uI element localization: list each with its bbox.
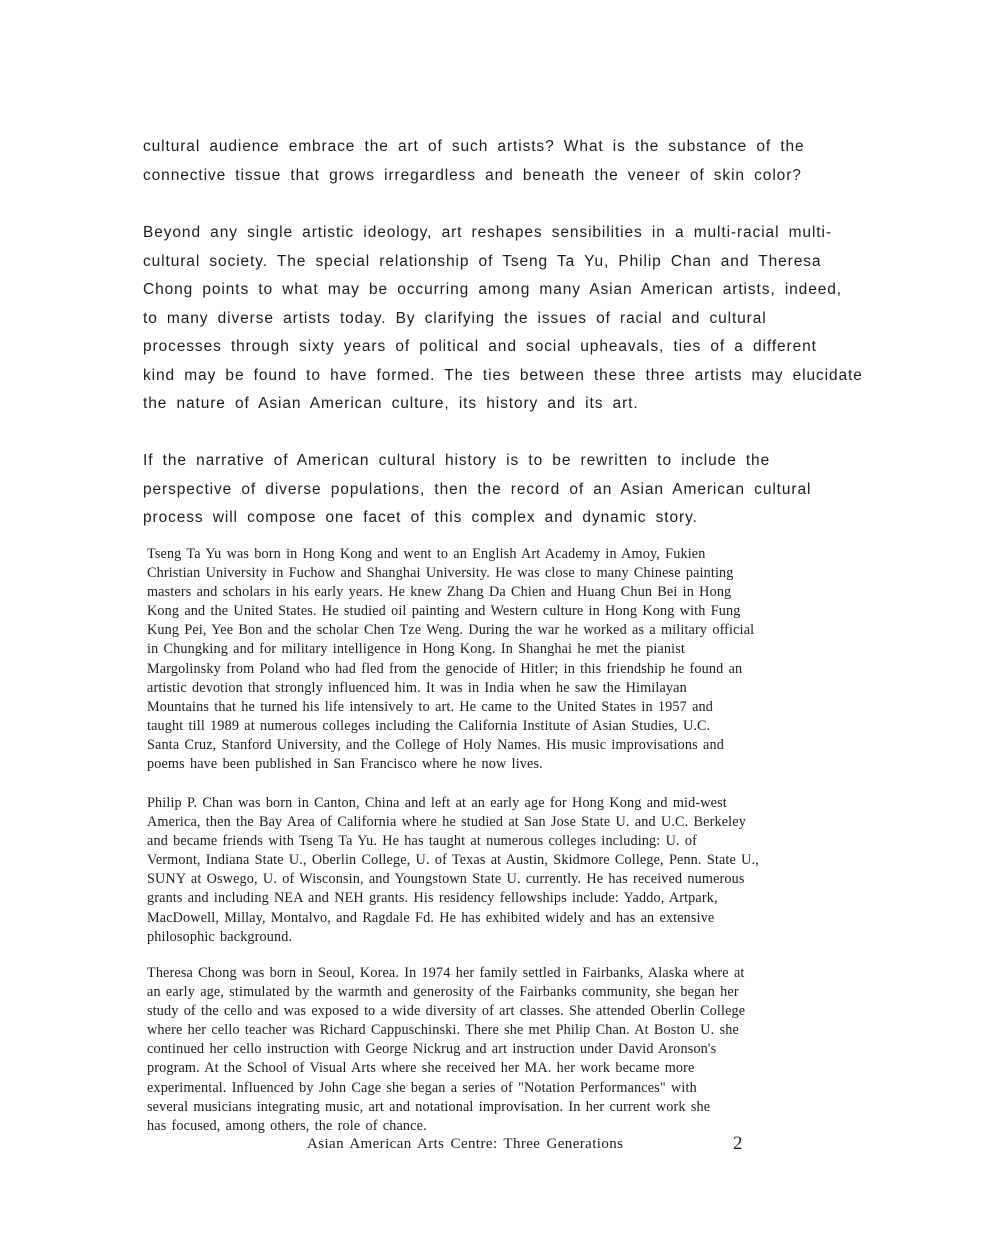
text-line: Santa Cruz, Stanford University, and the College of Holy Names. His music improvisations and [147,736,724,753]
text-line: Theresa Chong was born in Seoul, Korea. In 1974 her family settled in Fairbanks, Alaska where at [147,965,745,981]
bio-tseng-ta-yu [147,545,887,774]
text-line: experimental. Influenced by John Cage she began a series of "Notation Performances" with [147,1079,697,1096]
text-line: study of the cello and was exposed to a wide diversity of art classes. She attended Oberlin College [147,1003,746,1020]
text-line: SUNY at Oswego, U. of Wisconsin, and Youngstown State U. currently. He has received numerous [147,871,745,888]
text-line: process will compose one facet of this complex and dynamic story. [143,509,698,526]
text-line: Philip P. Chan was born in Canton, China and left at an early age for Hong Kong and mid-west [147,795,727,811]
text-line: Vermont, Indiana State U., Oberlin College, U. of Texas at Austin, Skidmore College, Penn. State U., [147,852,759,869]
text-line: Chong points to what may be occurring among many Asian American artists, indeed, [143,281,842,298]
text-line: an early age, stimulated by the warmth and generosity of the Fairbanks community, she began her [147,984,739,1001]
text-line: perspective of diverse populations, then the record of an Asian American cultural [143,480,812,498]
intro-paragraph-3 [143,447,878,533]
intro-paragraph-2 [143,219,878,419]
text-line: Tseng Ta Yu was born in Hong Kong and went to an English Art Academy in Amoy, Fukien [147,546,706,562]
text-line: Kung Pei, Yee Bon and the scholar Chen Tze Weng. During the war he worked as a military official [147,622,755,639]
text-line: continued her cello instruction with George Nickrug and art instruction under David Aronson's [147,1041,717,1058]
text-line: has focused, among others, the role of chance. [147,1117,427,1134]
text-line: taught till 1989 at numerous colleges including the California Institute of Asian Studies, U.C. [147,717,711,734]
text-line: connective tissue that grows irregardless and beneath the veneer of skin color? [143,166,802,184]
text-line: philosophic background. [147,928,293,945]
text-line: program. At the School of Visual Arts where she received her MA. her work became more [147,1060,695,1077]
text-line: processes through sixty years of political and social upheavals, ties of a different [143,338,817,355]
text-line: artistic devotion that strongly influenced him. It was in India when he saw the Himilayan [147,679,687,696]
page-number: 2 [733,1133,743,1154]
text-line: in Chungking and for military intelligence in Hong Kong. In Shanghai he met the pianist [147,641,686,658]
text-line: Margolinsky from Poland who had fled from the genocide of Hitler; in this friendship he found an [147,660,743,677]
text-line: grants and including NEA and NEH grants. His residency fellowships include: Yaddo, Artpark, [147,890,718,907]
text-line: MacDowell, Millay, Montalvo, and Ragdale Fd. He has exhibited widely and has an extensive [147,909,715,926]
bio-philip-chan [147,794,887,947]
text-line: Kong and the United States. He studied oil painting and Western culture in Hong Kong with Fung [147,603,741,620]
text-line: where her cello teacher was Richard Cappuschinski. There she met Philip Chan. At Boston U. she [147,1022,739,1039]
text-line: If the narrative of American cultural history is to be rewritten to include the [143,452,771,469]
intro-paragraph-1 [143,133,878,190]
text-line: Mountains that he turned his life intensively to art. He came to the United States in 1957 and [147,698,713,715]
text-line: masters and scholars in his early years. He knew Zhang Da Chien and Huang Chun Bei in Hong [147,584,732,601]
text-line: and became friends with Tseng Ta Yu. He has taught at numerous colleges including: U. of [147,833,697,850]
text-line: poems have been published in San Francisco where he now lives. [147,756,543,773]
text-line: cultural society. The special relationship of Tseng Ta Yu, Philip Chan and Theresa [143,252,822,270]
text-line: America, then the Bay Area of California where he studied at San Jose State U. and U.C. Berkeley [147,814,746,831]
bio-theresa-chong [147,964,887,1136]
text-line: Beyond any single artistic ideology, art reshapes sensibilities in a multi-racial multi- [143,224,832,241]
text-line: the nature of Asian American culture, its history and its art. [143,395,639,412]
footer-title: Asian American Arts Centre: Three Generations [307,1136,624,1152]
text-line: cultural audience embrace the art of such artists? What is the substance of the [143,138,805,155]
text-line: several musicians integrating music, art and notational improvisation. In her current work she [147,1098,711,1115]
text-line: kind may be found to have formed. The ties between these three artists may elucidate [143,366,863,384]
text-line: Christian University in Fuchow and Shanghai University. He was close to many Chinese painting [147,565,734,582]
text-line: to many diverse artists today. By clarifying the issues of racial and cultural [143,309,767,327]
